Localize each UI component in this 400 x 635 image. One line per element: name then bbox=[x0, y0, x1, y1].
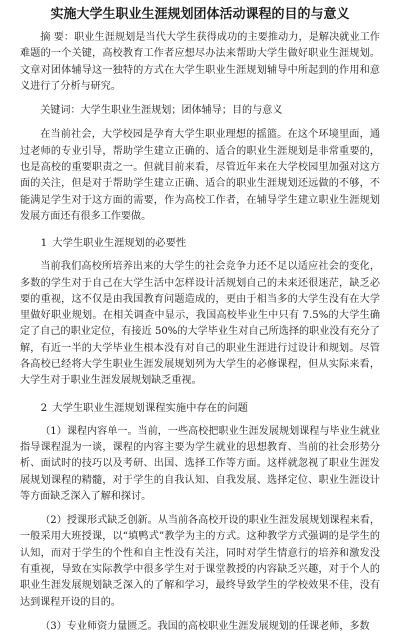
keywords-label: 关键词： bbox=[40, 105, 81, 117]
section-2-number: 2 bbox=[40, 401, 48, 414]
item-text: 从当前各高校开设的职业生涯发展规划课程来看，一般采用大班授课，以“填鸭式”教学为主的方式。这种教学方式强调的是学生的认知，而对于学生的个性和自主性没有关注，同时对学生情意行的培养和激发没有重视，导致在实际教学中很多学生对于课堂教授的内容缺乏兴趣，对于个人的职业生涯发展规划缺乏深入的了解和学习，最终导致学生的学校效果不佳，没有达到课程开设的目的。 bbox=[20, 515, 381, 608]
keywords-paragraph bbox=[20, 103, 380, 119]
section-2-item-2 bbox=[20, 513, 380, 611]
item-label: （2）授课形式缺乏创新。 bbox=[40, 515, 158, 527]
section-1-title: 大学生职业生涯规划的必要性 bbox=[52, 237, 187, 250]
spacer bbox=[20, 505, 380, 513]
keywords-text: 大学生职业生涯规划；团体辅导；目的与意义 bbox=[80, 105, 283, 117]
spacer bbox=[20, 390, 380, 400]
section-2-title: 大学生职业生涯规划课程实施中存在的问题 bbox=[52, 401, 248, 414]
item-label: （3）专业师资力量匮乏。 bbox=[40, 620, 158, 632]
section-1-paragraph: 当前我们高校所培养出来的大学生的社会竞争力还不足以适应社会的变化，多数的学生对于自己在大学生活中怎样设计活规划自己的未来还很迷茫，缺乏必要的重视，这不仅是由我国教育问题造成的，更由于相当多的大学生没有在大学里做好职业规划。在相关调查中显示，我国高校毕业生中只有 7.5%的大学生确定了自己的职业定位，有接近 50%的大学毕业生对自己所选择的职业没有充分了解，有近一半的大学毕业生根本没有对自己的职业生涯进行过设计和规划。尽管各高校已经将大学生职业生涯发展规划列为大学生的必修课程，但从实际来看，大学生对于职业生涯发展规划缺乏重视。 bbox=[20, 261, 380, 387]
abstract-label: 摘 要： bbox=[40, 32, 75, 43]
spacer bbox=[20, 611, 380, 619]
abstract-paragraph bbox=[20, 30, 380, 95]
spacer bbox=[20, 251, 380, 259]
intro-paragraph: 在当前社会，大学校园是孕育大学生职业理想的摇篮。在这个环境里面，通过老师的专业引导，帮助学生建立正确的、适合的职业生涯规划是非常重要的，也是高校的重要职责之一。但就目前来看，尽管近年来在大学校园里加强对这方面的关注，但是对于帮助学生建立正确、适合的职业生涯规划还远做的不够，不能满足学生对于这方面的需要，作为高校工作者，在辅导学生建立职业生涯规划发展方面还有很多工作要做。 bbox=[20, 129, 380, 222]
item-text: 当前，一些高校把职业生涯发展规划课程与毕业生就业指导课程混为一谈，课程的内容主要为学生就业的思想教育、当前的社会形势分析、面试时的技巧以及考研、出国、选择工作等方面。这样就忽视了职业生涯发展规划课程的精髓，对于学生的自我认知、自我发展、选择定位、职业生涯设计等方面缺乏深入了解和探讨。 bbox=[20, 425, 381, 502]
abstract-text: 职业生涯规划是当代大学生获得成功的主要推动力，是解决就业工作难题的一个关键，高校教育工作者应想尽办法来帮助大学生做好职业生涯规划。文章对团体辅导这一独特的方式在大学生职业生涯规划辅导中所起到的作用和意义进行了分析与研究。 bbox=[20, 32, 380, 92]
spacer bbox=[20, 416, 380, 424]
spacer bbox=[20, 119, 380, 127]
section-2-item-1 bbox=[20, 424, 380, 505]
section-2-heading bbox=[20, 400, 380, 416]
paper-title: 实施大学生职业生涯规划团体活动课程的目的与意义 bbox=[50, 7, 350, 22]
section-2-item-3 bbox=[20, 619, 380, 635]
spacer bbox=[20, 95, 380, 103]
spacer bbox=[20, 225, 380, 235]
item-text: 我国的高校职业生涯发展规划的任课老师，多数 bbox=[157, 620, 370, 632]
section-1-heading bbox=[20, 235, 380, 251]
section-1-number: 1 bbox=[40, 237, 48, 250]
item-label: （1）课程内容单一。 bbox=[40, 425, 138, 437]
